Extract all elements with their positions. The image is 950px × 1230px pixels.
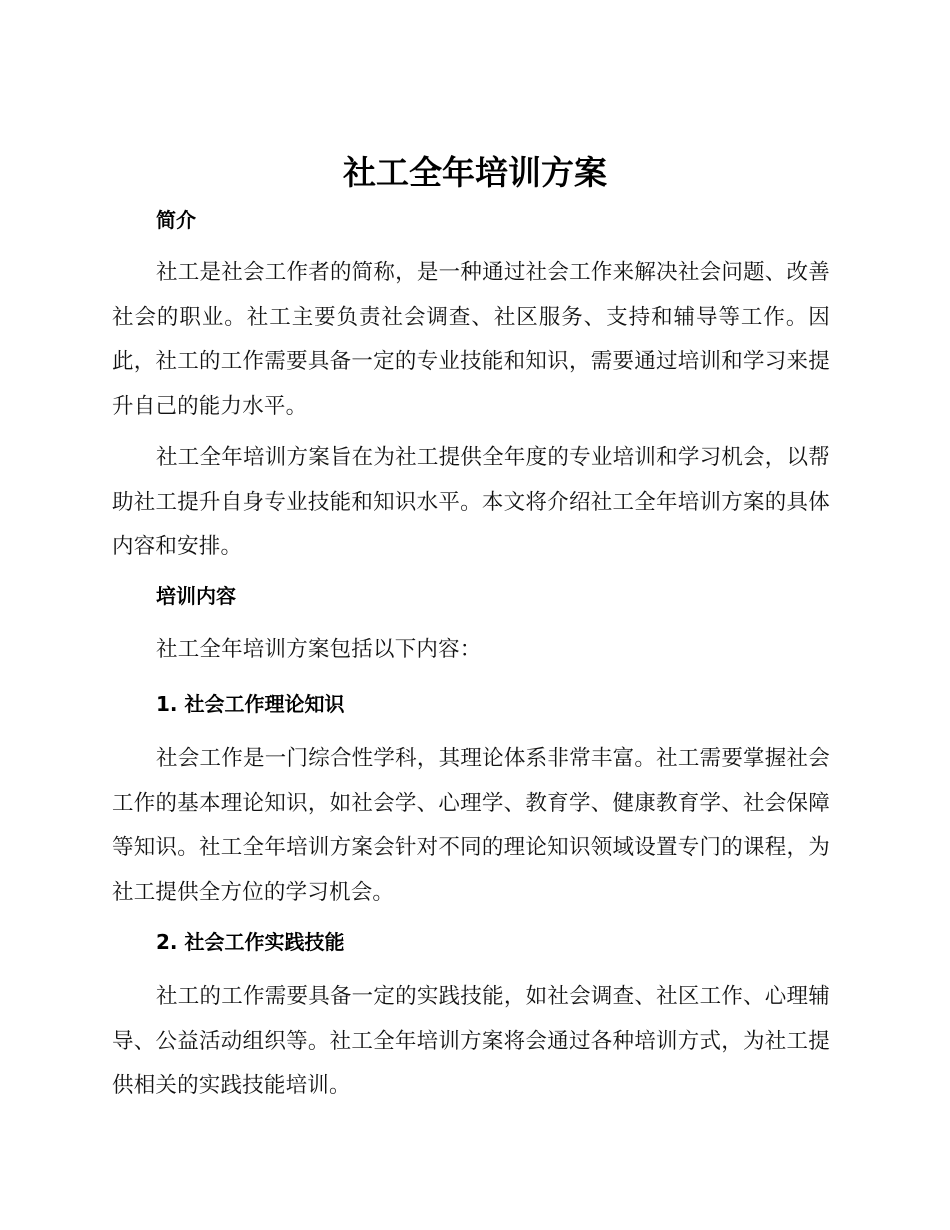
item-paragraph-practice: 社工的工作需要具备一定的实践技能，如社会调查、社区工作、心理辅导、公益活动组织等。社工全年培训方案将会通过各种培训方式，为社工提供相关的实践技能培训。 [112,984,830,1099]
section-heading-training-content: 培训内容 [156,584,236,608]
intro-paragraph-2: 社工全年培训方案旨在为社工提供全年度的专业培训和学习机会，以帮助社工提升自身专业技能和知识水平。本文将介绍社工全年培训方案的具体内容和安排。 [112,445,830,560]
item-heading-practice: 2. 社会工作实践技能 [156,930,345,954]
item-paragraph-theory: 社会工作是一门综合性学科，其理论体系非常丰富。社工需要掌握社会工作的基本理论知识，如社会学、心理学、教育学、健康教育学、社会保障等知识。社工全年培训方案会针对不同的理论知识领域设置专门的课程，为社工提供全方位的学习机会。 [112,746,830,905]
item-heading-theory: 1. 社会工作理论知识 [156,692,345,716]
training-content-intro: 社工全年培训方案包括以下内容： [156,637,482,662]
intro-paragraph-1: 社工是社会工作者的简称，是一种通过社会工作来解决社会问题、改善社会的职业。社工主要负责社会调查、社区服务、支持和辅导等工作。因此，社工的工作需要具备一定的专业技能和知识，需要通过培训和学习来提升自己的能力水平。 [112,260,830,419]
section-heading-intro: 简介 [156,208,196,232]
document-title: 社工全年培训方案 [343,153,607,192]
